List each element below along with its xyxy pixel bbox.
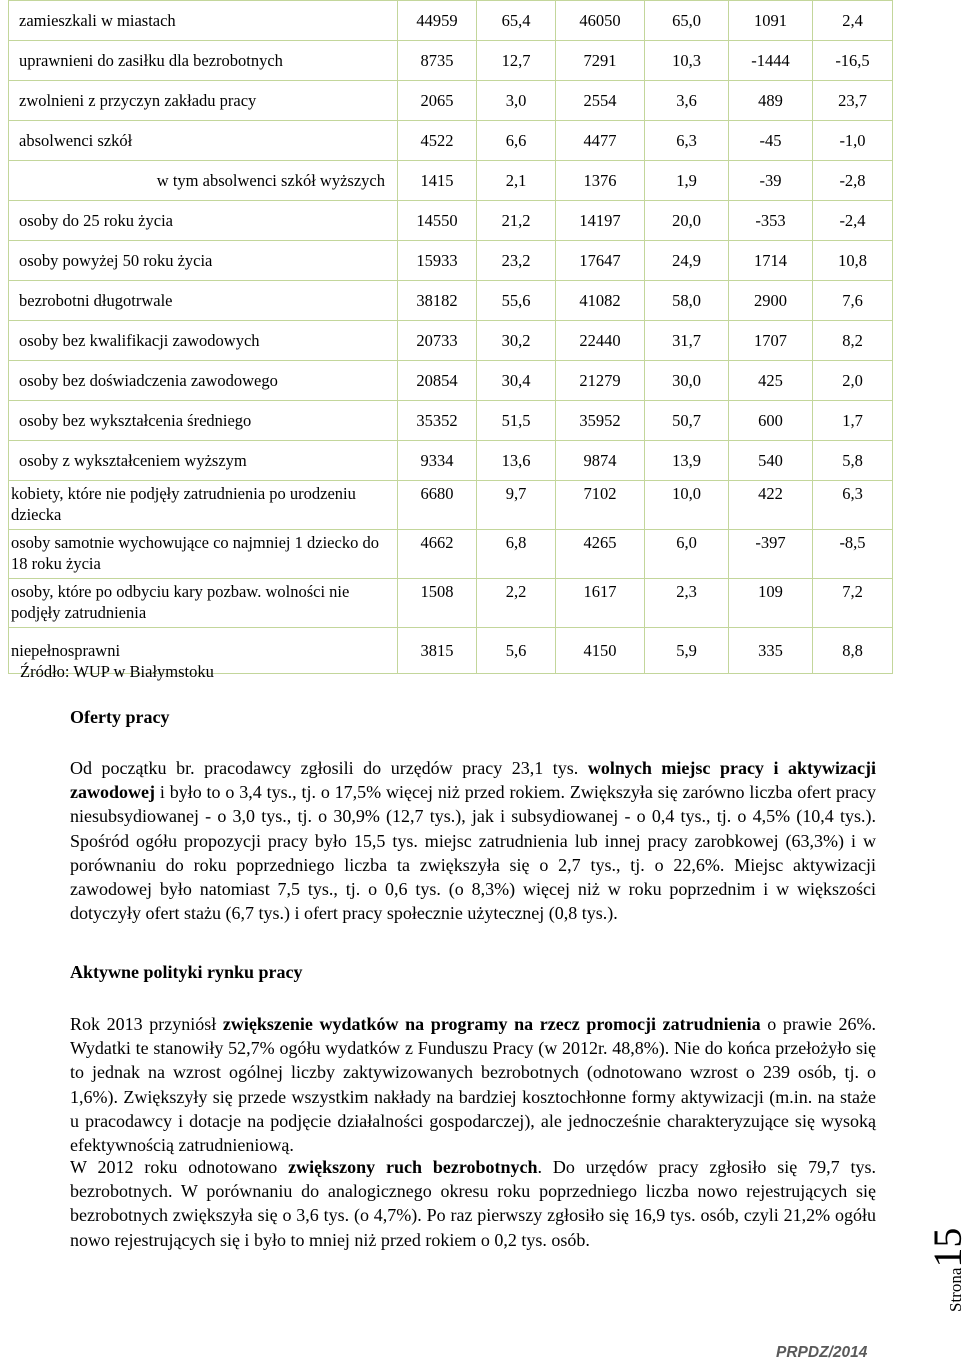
value-cell: 5,9 xyxy=(645,628,729,674)
value-cell: -2,4 xyxy=(813,201,893,241)
value-cell: 14197 xyxy=(556,201,645,241)
value-cell: 65,4 xyxy=(477,1,556,41)
value-cell: -1444 xyxy=(729,41,813,81)
value-cell: 4522 xyxy=(398,121,477,161)
value-cell: 4662 xyxy=(398,530,477,579)
table-row xyxy=(9,481,893,530)
row-label: osoby, które po odbyciu kary pozbaw. wolności nie podjęły zatrudnienia xyxy=(9,579,398,628)
value-cell: 4265 xyxy=(556,530,645,579)
value-cell: 44959 xyxy=(398,1,477,41)
row-label: osoby samotnie wychowujące co najmniej 1 dziecko do 18 roku życia xyxy=(9,530,398,579)
value-cell: 335 xyxy=(729,628,813,674)
row-label: osoby powyżej 50 roku życia xyxy=(9,241,398,281)
value-cell: 22440 xyxy=(556,321,645,361)
value-cell: -8,5 xyxy=(813,530,893,579)
value-cell: 6680 xyxy=(398,481,477,530)
value-cell: 9,7 xyxy=(477,481,556,530)
value-cell: 1415 xyxy=(398,161,477,201)
value-cell: 2,2 xyxy=(477,579,556,628)
footer-document-code: PRPDZ/2014 xyxy=(776,1344,868,1361)
row-label: niepełnosprawni xyxy=(9,628,398,674)
value-cell: 14550 xyxy=(398,201,477,241)
value-cell: 489 xyxy=(729,81,813,121)
value-cell: 4477 xyxy=(556,121,645,161)
value-cell: 12,7 xyxy=(477,41,556,81)
row-label: bezrobotni długotrwale xyxy=(9,281,398,321)
value-cell: 8,8 xyxy=(813,628,893,674)
table-row xyxy=(9,161,893,201)
value-cell: 425 xyxy=(729,361,813,401)
value-cell: 2065 xyxy=(398,81,477,121)
value-cell: 7,2 xyxy=(813,579,893,628)
value-cell: -397 xyxy=(729,530,813,579)
value-cell: 2,3 xyxy=(645,579,729,628)
row-label: w tym absolwenci szkół wyższych xyxy=(9,161,398,201)
row-label: osoby bez kwalifikacji zawodowych xyxy=(9,321,398,361)
value-cell: 20,0 xyxy=(645,201,729,241)
section-heading-job-offers: Oferty pracy xyxy=(70,707,170,727)
row-label: uprawnieni do zasiłku dla bezrobotnych xyxy=(9,41,398,81)
value-cell: 2,0 xyxy=(813,361,893,401)
value-cell: 23,2 xyxy=(477,241,556,281)
table-row xyxy=(9,281,893,321)
value-cell: 46050 xyxy=(556,1,645,41)
value-cell: 7,6 xyxy=(813,281,893,321)
value-cell: 3815 xyxy=(398,628,477,674)
value-cell: -16,5 xyxy=(813,41,893,81)
table-row xyxy=(9,401,893,441)
value-cell: -45 xyxy=(729,121,813,161)
value-cell: 9874 xyxy=(556,441,645,481)
table-row xyxy=(9,530,893,579)
paragraph-active-policies: Rok 2013 przyniósł zwiększenie wydatków na programy na rzecz promocji zatrudnienia o prawie 26%. Wydatki te stanowiły 52,7% ogółu wydatków z Funduszu Pracy (w 2012r. 48,8%). Nie do końca przełożyło się to jednak na wzrost ogólnej liczby zaktywizowanych bezrobotnych (odnotowano wzrost o 239 osób, tj. o 1,6%). Zwiększyły się przede wszystkim nakłady na bardziej kosztochłonne formy aktywizacji (m.in. na staże u pracodawcy i dotacje na podjęcie działalności gospodarczej), ale jednocześnie charakteryzujące się wysoką efektywnością zatrudnieniową. xyxy=(70,1014,876,1156)
table-row xyxy=(9,361,893,401)
value-cell: 65,0 xyxy=(645,1,729,41)
value-cell: 3,0 xyxy=(477,81,556,121)
value-cell: -39 xyxy=(729,161,813,201)
page-number-tag xyxy=(925,1227,970,1312)
table-row xyxy=(9,441,893,481)
paragraph-unemployed-inflow: W 2012 roku odnotowano zwiększony ruch bezrobotnych. Do urzędów pracy zgłosiło się 79,7 tys. bezrobotnych. W porównaniu do analogicznego okresu roku poprzedniego liczba nowo rejestrujących się bezrobotnych zwiększyła się o 3,6 tys. (o 4,7%). Po raz pierwszy zgłosiło się 16,9 tys. osób, czyli 21,2% ogółu nowo rejestrujących się i było to mniej niż przed rokiem o 0,2 tys. osób. xyxy=(70,1157,876,1250)
page-word: Strona xyxy=(946,1267,965,1312)
table-row xyxy=(9,41,893,81)
row-label: osoby bez wykształcenia średniego xyxy=(9,401,398,441)
value-cell: 55,6 xyxy=(477,281,556,321)
value-cell: 1376 xyxy=(556,161,645,201)
value-cell: -2,8 xyxy=(813,161,893,201)
table-row xyxy=(9,201,893,241)
value-cell: 17647 xyxy=(556,241,645,281)
value-cell: 4150 xyxy=(556,628,645,674)
value-cell: 21,2 xyxy=(477,201,556,241)
value-cell: 30,2 xyxy=(477,321,556,361)
value-cell: 38182 xyxy=(398,281,477,321)
value-cell: 1617 xyxy=(556,579,645,628)
row-label: osoby bez doświadczenia zawodowego xyxy=(9,361,398,401)
value-cell: 50,7 xyxy=(645,401,729,441)
value-cell: 3,6 xyxy=(645,81,729,121)
table-row xyxy=(9,81,893,121)
value-cell: 20733 xyxy=(398,321,477,361)
value-cell: 1,9 xyxy=(645,161,729,201)
table-row xyxy=(9,579,893,628)
value-cell: 2,1 xyxy=(477,161,556,201)
value-cell: 10,8 xyxy=(813,241,893,281)
value-cell: 1091 xyxy=(729,1,813,41)
row-label: kobiety, które nie podjęły zatrudnienia po urodzeniu dziecka xyxy=(9,481,398,530)
page-number: 15 xyxy=(925,1227,970,1268)
value-cell: 2,4 xyxy=(813,1,893,41)
value-cell: 7102 xyxy=(556,481,645,530)
value-cell: 8735 xyxy=(398,41,477,81)
value-cell: 7291 xyxy=(556,41,645,81)
section-heading-active-policies: Aktywne polityki rynku pracy xyxy=(70,962,303,982)
value-cell: -353 xyxy=(729,201,813,241)
value-cell: 1,7 xyxy=(813,401,893,441)
table-source-note: Źródło: WUP w Białymstoku xyxy=(20,662,214,681)
value-cell: 24,9 xyxy=(645,241,729,281)
value-cell: -1,0 xyxy=(813,121,893,161)
value-cell: 6,6 xyxy=(477,121,556,161)
value-cell: 8,2 xyxy=(813,321,893,361)
table-row xyxy=(9,321,893,361)
value-cell: 31,7 xyxy=(645,321,729,361)
value-cell: 109 xyxy=(729,579,813,628)
value-cell: 21279 xyxy=(556,361,645,401)
value-cell: 10,0 xyxy=(645,481,729,530)
value-cell: 30,4 xyxy=(477,361,556,401)
table-row xyxy=(9,1,893,41)
value-cell: 1714 xyxy=(729,241,813,281)
value-cell: 422 xyxy=(729,481,813,530)
value-cell: 35352 xyxy=(398,401,477,441)
value-cell: 6,8 xyxy=(477,530,556,579)
row-label: osoby z wykształceniem wyższym xyxy=(9,441,398,481)
value-cell: 6,0 xyxy=(645,530,729,579)
paragraph-job-offers: Od początku br. pracodawcy zgłosili do urzędów pracy 23,1 tys. wolnych miejsc pracy i aktywizacji zawodowej i było to o 3,4 tys., tj. o 17,5% więcej niż przed rokiem. Zwiększyła się zarówno liczba ofert pracy niesubsydiowanej - o 3,0 tys., tj. o 30,9% (12,7 tys.), jak i subsydiowanej - o 0,4 tys., tj. o 4,5% (10,4 tys.). Spośród ogółu propozycji pracy było 15,5 tys. miejsc zatrudnienia lub innej pracy zarobkowej (63,3%) i w porównaniu do roku poprzedniego liczba ta zwiększyła się o 2,7 tys., tj. o 22,6%. Miejsc aktywizacji zawodowej było natomiast 7,5 tys., tj. o 0,6 tys. (o 8,3%) więcej niż w roku poprzednim i w większości dotyczyły ofert stażu (6,7 tys.) i ofert pracy społecznie użytecznej (0,8 tys.). xyxy=(70,758,877,924)
row-label: osoby do 25 roku życia xyxy=(9,201,398,241)
statistics-table xyxy=(8,0,893,674)
value-cell: 6,3 xyxy=(813,481,893,530)
value-cell: 6,3 xyxy=(645,121,729,161)
table-row xyxy=(9,121,893,161)
table-row xyxy=(9,241,893,281)
value-cell: 2900 xyxy=(729,281,813,321)
value-cell: 5,8 xyxy=(813,441,893,481)
row-label: absolwenci szkół xyxy=(9,121,398,161)
value-cell: 13,9 xyxy=(645,441,729,481)
row-label: zamieszkali w miastach xyxy=(9,1,398,41)
value-cell: 51,5 xyxy=(477,401,556,441)
value-cell: 2554 xyxy=(556,81,645,121)
row-label: zwolnieni z przyczyn zakładu pracy xyxy=(9,81,398,121)
value-cell: 5,6 xyxy=(477,628,556,674)
value-cell: 41082 xyxy=(556,281,645,321)
value-cell: 10,3 xyxy=(645,41,729,81)
value-cell: 58,0 xyxy=(645,281,729,321)
value-cell: 23,7 xyxy=(813,81,893,121)
value-cell: 9334 xyxy=(398,441,477,481)
value-cell: 20854 xyxy=(398,361,477,401)
value-cell: 15933 xyxy=(398,241,477,281)
value-cell: 600 xyxy=(729,401,813,441)
value-cell: 35952 xyxy=(556,401,645,441)
value-cell: 1508 xyxy=(398,579,477,628)
value-cell: 540 xyxy=(729,441,813,481)
value-cell: 13,6 xyxy=(477,441,556,481)
value-cell: 1707 xyxy=(729,321,813,361)
value-cell: 30,0 xyxy=(645,361,729,401)
